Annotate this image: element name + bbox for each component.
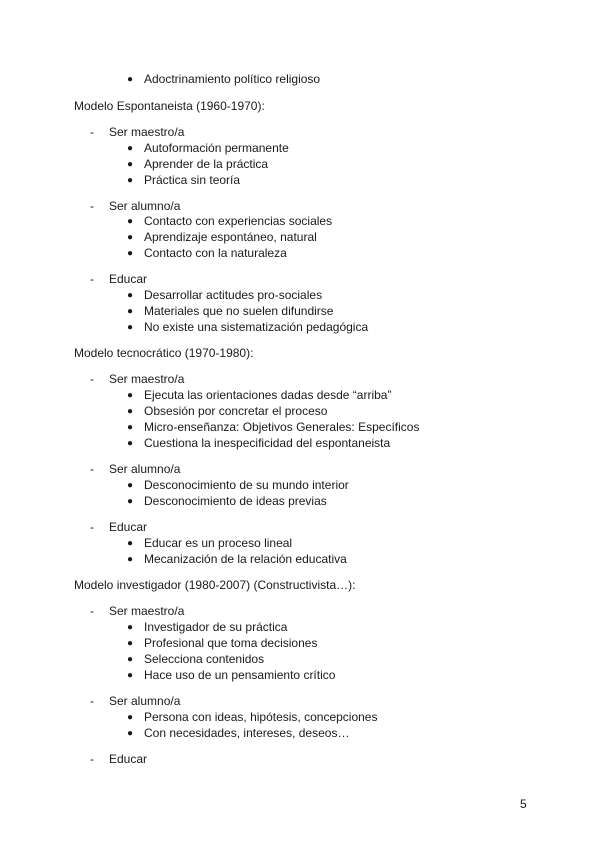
bullet-icon: ● (127, 538, 134, 549)
dash-icon: - (90, 752, 94, 766)
bullet-icon: ● (127, 216, 134, 227)
list-item: ● Hace uso de un pensamiento crítico (127, 668, 336, 682)
bullet-icon: ● (127, 322, 134, 333)
list-item: ● Ejecuta las orientaciones dadas desde “arriba” (127, 388, 392, 402)
dash-icon: - (90, 694, 94, 708)
bullet-icon: ● (127, 175, 134, 186)
group-label: - Ser maestro/a (90, 604, 185, 618)
bullet-icon: ● (127, 480, 134, 491)
group-label: - Ser alumno/a (90, 199, 181, 213)
bullet-icon: ● (127, 638, 134, 649)
bullet-icon: ● (127, 232, 134, 243)
list-item: ● Profesional que toma decisiones (127, 636, 318, 650)
dash-icon: - (90, 199, 94, 213)
list-item: ● Micro-enseñanza: Objetivos Generales: Específicos (127, 420, 420, 434)
group-label: - Ser alumno/a (90, 462, 181, 476)
bullet-icon: ● (127, 554, 134, 565)
dash-icon: - (90, 372, 94, 386)
list-item: ● Materiales que no suelen difundirse (127, 304, 334, 318)
dash-icon: - (90, 125, 94, 139)
list-item (127, 72, 321, 87)
list-item: ● Aprender de la práctica (127, 157, 269, 171)
bullet-icon: ● (127, 143, 134, 154)
list-item: ● Cuestiona la inespecificidad del espontaneista (127, 436, 391, 450)
dash-icon: - (90, 272, 94, 286)
list-item: ● Mecanización de la relación educativa (127, 552, 347, 566)
list-item: ● Obsesión por concretar el proceso (127, 404, 328, 418)
bullet-icon: ● (127, 390, 134, 401)
list-item: ● Contacto con la naturaleza (127, 246, 287, 260)
bullet-icon: ● (127, 306, 134, 317)
bullet-icon: ● (127, 290, 134, 301)
bullet-icon: ● (127, 496, 134, 507)
bullet-icon: ● (127, 670, 134, 681)
list-item: ● Contacto con experiencias sociales (127, 214, 333, 228)
bullet-icon: ● (127, 728, 134, 739)
bullet-icon: ● (127, 438, 134, 449)
list-item: ● Aprendizaje espontáneo, natural (127, 230, 317, 244)
list-item-text: Adoctrinamiento político religioso (144, 72, 321, 86)
page-number: 5 (520, 797, 527, 811)
group-label: - Ser maestro/a (90, 125, 185, 139)
group-label: - Ser alumno/a (90, 694, 181, 708)
bullet-icon: ● (127, 622, 134, 633)
bullet-icon: ● (127, 712, 134, 723)
list-item: ● Autoformación permanente (127, 141, 289, 155)
list-item: ● Desconocimiento de ideas previas (127, 494, 327, 508)
list-item: ● No existe una sistematización pedagógica (127, 320, 369, 334)
group-label: - Educar (90, 752, 148, 766)
group-label: - Educar (90, 520, 148, 534)
list-item: ● Educar es un proceso lineal (127, 536, 293, 550)
section-heading: Modelo investigador (1980-2007) (Constructivista…): (74, 578, 356, 592)
list-item: ● Práctica sin teoría (127, 173, 241, 187)
bullet-icon: ● (127, 422, 134, 433)
section-heading: Modelo tecnocrático (1970-1980): (74, 346, 254, 360)
dash-icon: - (90, 604, 94, 618)
section-heading: Modelo Espontaneista (1960-1970): (74, 99, 265, 113)
bullet-icon: ● (127, 654, 134, 665)
bullet-icon: ● (127, 406, 134, 417)
list-item: ● Selecciona contenidos (127, 652, 265, 666)
list-item: ● Desconocimiento de su mundo interior (127, 478, 349, 492)
list-item: ● Investigador de su práctica (127, 620, 288, 634)
group-label: - Ser maestro/a (90, 372, 185, 386)
bullet-icon: ● (127, 159, 134, 170)
dash-icon: - (90, 520, 94, 534)
list-item: ● Desarrollar actitudes pro-sociales (127, 288, 323, 302)
bullet-icon: ● (127, 74, 134, 85)
bullet-icon: ● (127, 248, 134, 259)
list-item: ● Persona con ideas, hipótesis, concepciones (127, 710, 378, 724)
group-label: - Educar (90, 272, 148, 286)
list-item: ● Con necesidades, intereses, deseos… (127, 726, 350, 740)
dash-icon: - (90, 462, 94, 476)
